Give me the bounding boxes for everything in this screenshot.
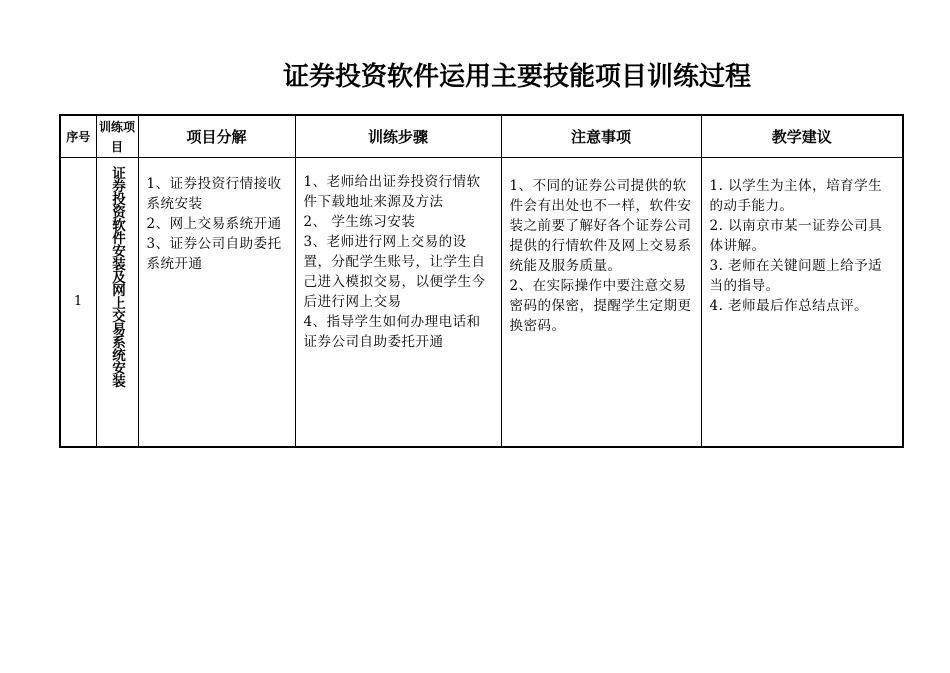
- step-item: 1、老师给出证券投资行情软件下载地址来源及方法: [303, 174, 481, 210]
- breakdown-item: 2、网上交易系统开通: [146, 216, 282, 232]
- advice-cell: [701, 158, 903, 448]
- advice-item: 1. 以学生为主体，培育学生的动手能力。: [709, 178, 883, 214]
- step-item: 4、指导学生如何办理电话和证券公司自助委托开通: [303, 314, 481, 350]
- advice-item: 4. 老师最后作总结点评。: [709, 298, 869, 314]
- header-advice: 教学建议: [701, 115, 903, 158]
- notes-cell: [501, 158, 701, 448]
- breakdown-item: 1、证券投资行情接收系统安装: [146, 176, 282, 212]
- breakdown-list: [139, 158, 295, 274]
- row-index: 1: [60, 158, 96, 448]
- header-notes: 注意事项: [501, 115, 701, 158]
- header-row: [60, 115, 903, 158]
- note-item: 2、在实际操作中要注意交易密码的保密，提醒学生定期更换密码。: [509, 278, 692, 334]
- row-item-text: 证券投资软件安装及网上交易系统安装: [109, 166, 125, 387]
- step-item: 3、老师进行网上交易的设置，分配学生账号，让学生自己进入模拟交易，以便学生今后进行网上交易: [303, 234, 486, 310]
- header-steps: 训练步骤: [295, 115, 501, 158]
- note-item: 1、不同的证券公司提供的软件会有出处也不一样，软件安装之前要了解好各个证券公司提供的行情软件及网上交易系统能及服务质量。: [509, 178, 692, 274]
- advice-list: [702, 158, 903, 316]
- header-index: 序号: [60, 115, 96, 158]
- table-row: [60, 158, 903, 448]
- notes-list: [502, 158, 701, 336]
- breakdown-cell: [138, 158, 295, 448]
- step-item: 2、 学生练习安装: [303, 214, 416, 230]
- page-title: 证券投资软件运用主要技能项目训练过程: [282, 62, 751, 92]
- advice-item: 2. 以南京市某一证券公司具体讲解。: [709, 218, 883, 254]
- header-item: 训练项目: [96, 115, 138, 158]
- header-breakdown: 项目分解: [138, 115, 295, 158]
- training-table: [59, 114, 904, 448]
- row-item: [96, 158, 138, 448]
- steps-list: [296, 158, 501, 352]
- steps-cell: [295, 158, 501, 448]
- advice-item: 3. 老师在关键问题上给予适当的指导。: [709, 258, 883, 294]
- breakdown-item: 3、证券公司自助委托系统开通: [146, 236, 282, 272]
